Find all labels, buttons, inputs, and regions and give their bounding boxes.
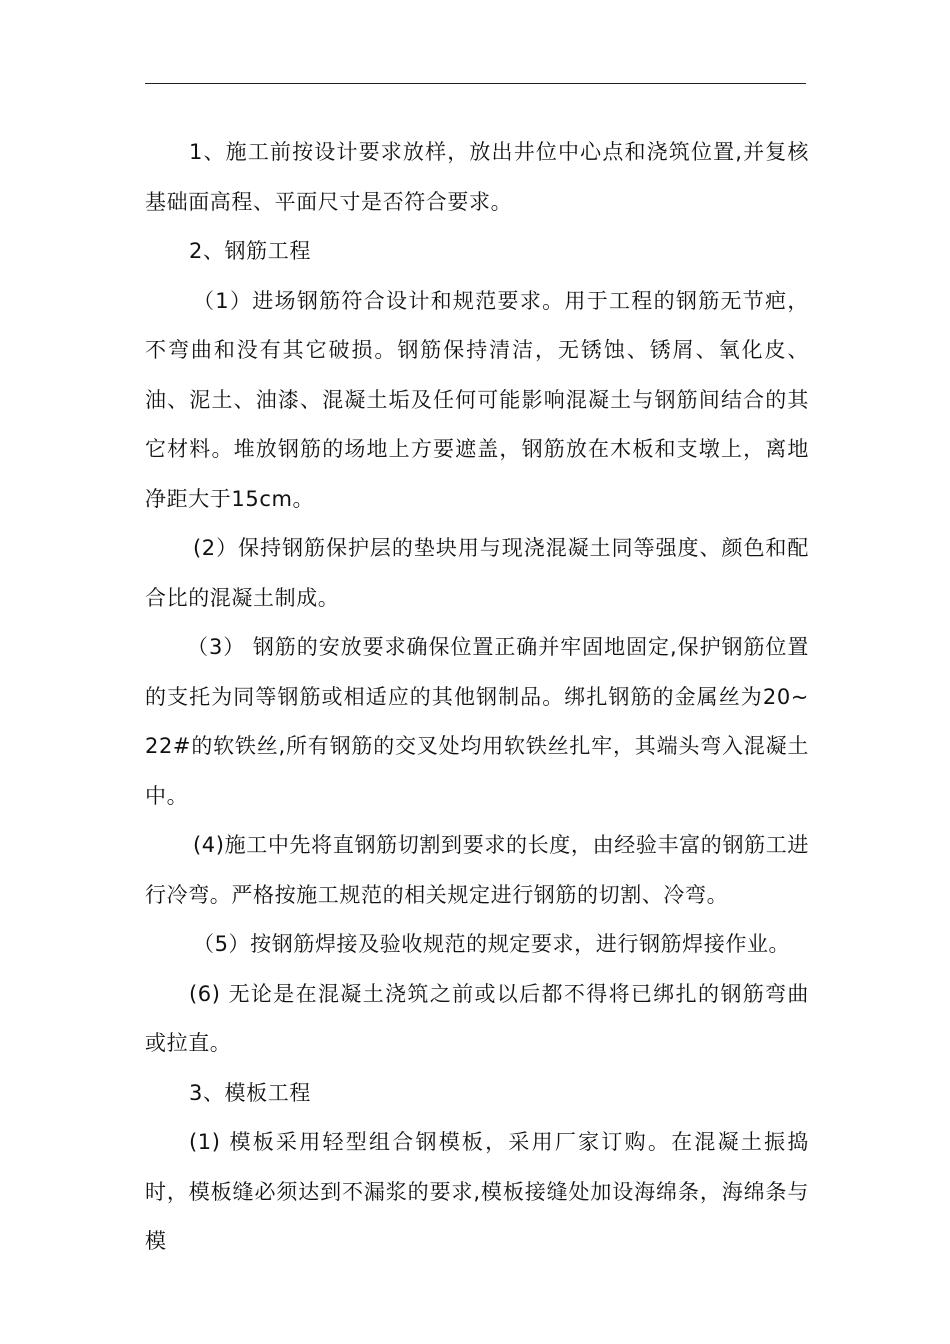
paragraph-rebar-item-3: （3） 钢筋的安放要求确保位置正确并牢固地固定,保护钢筋位置的支托为同等钢筋或相适应的其他钢制品。绑扎钢筋的金属丝为20~22#的软铁丝,所有钢筋的交叉处均用软铁丝扎牢，其端头弯入混凝土中。 [145,635,809,808]
paragraph-rebar-item-1: （1）进场钢筋符合设计和规范要求。用于工程的钢筋无节疤，不弯曲和没有其它破损。钢筋保持清洁，无锈蚀、锈屑、氧化皮、油、泥土、油漆、混凝土垢及任何可能影响混凝土与钢筋间结合的其它材料。堆放钢筋的场地上方要遮盖，钢筋放在木板和支墩上，离地净距大于15cm。 [145,288,809,511]
document-body [145,128,809,1267]
section-heading-formwork: 3、模板工程 [189,1080,311,1105]
paragraph-rebar-item-2: (2）保持钢筋保护层的垫块用与现浇混凝土同等强度、颜色和配合比的混凝土制成。 [145,536,809,610]
paragraph-1-construction-layout: 1、施工前按设计要求放样，放出井位中心点和浇筑位置,并复核基础面高程、平面尺寸是否符合要求。 [145,140,809,214]
section-heading-rebar-work: 2、钢筋工程 [189,239,311,263]
paragraph-rebar-item-4: (4)施工中先将直钢筋切割到要求的长度，由经验丰富的钢筋工进行冷弯。严格按施工规范的相关规定进行钢筋的切割、冷弯。 [145,833,809,907]
paragraph-rebar-item-5: （5）按钢筋焊接及验收规范的规定要求，进行钢筋焊接作业。 [193,932,791,956]
header-rule [145,83,806,84]
paragraph-formwork-item-1: (1) 模板采用轻型组合钢模板，采用厂家订购。在混凝土振捣时，模板缝必须达到不漏浆的要求,模板接缝处加设海绵条，海绵条与模 [145,1130,809,1253]
paragraph-rebar-item-6: (6) 无论是在混凝土浇筑之前或以后都不得将已绑扎的钢筋弯曲或拉直。 [145,981,809,1055]
